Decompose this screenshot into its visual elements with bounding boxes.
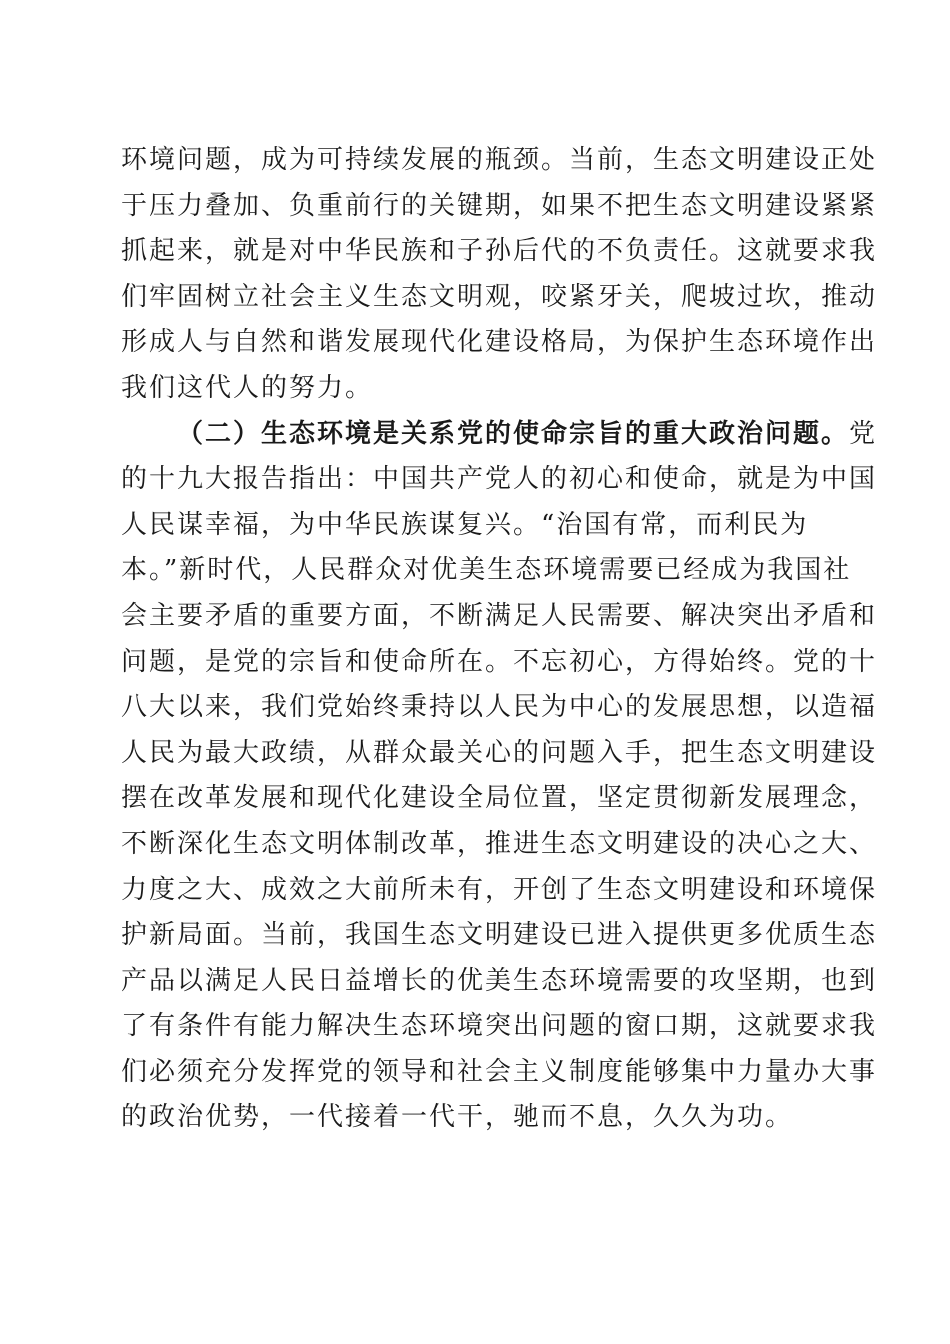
- paragraph-line: 环境问题，成为可持续发展的瓶颈。当前，生态文明建设正处: [121, 145, 878, 175]
- paragraph-line: 人民谋幸福，为中华民族谋复兴。“治国有常，而利民为: [121, 509, 809, 540]
- paragraph-line: 人民为最大政绩，从群众最关心的问题入手，把生态文明建设: [121, 737, 878, 768]
- heading-continuation: 党: [849, 418, 878, 449]
- paragraph-line: 了有条件有能力解决生态环境突出问题的窗口期，这就要求我: [121, 1011, 878, 1042]
- paragraph-2: [121, 412, 878, 1142]
- paragraph-line: 于压力叠加、负重前行的关键期，如果不把生态文明建设紧紧: [121, 190, 878, 221]
- paragraph-line: 不断深化生态文明体制改革，推进生态文明建设的决心之大、: [121, 828, 878, 859]
- paragraph-line: 的政治优势，一代接着一代干，驰而不息，久久为功。: [121, 1102, 794, 1133]
- paragraph-line: 八大以来，我们党始终秉持以人民为中心的发展思想，以造福: [121, 692, 878, 723]
- paragraph-1: [121, 138, 878, 412]
- document-body: [121, 138, 878, 1141]
- paragraph-line: 形成人与自然和谐发展现代化建设格局，为保护生态环境作出: [121, 327, 878, 358]
- paragraph-line: 们必须充分发挥党的领导和社会主义制度能够集中力量办大事: [121, 1056, 878, 1087]
- paragraph-line: 产品以满足人民日益增长的优美生态环境需要的攻坚期，也到: [121, 965, 878, 996]
- paragraph-line: 的十九大报告指出：中国共产党人的初心和使命，就是为中国: [121, 464, 878, 495]
- paragraph-line: 们牢固树立社会主义生态文明观，咬紧牙关，爬坡过坎，推动: [121, 281, 878, 312]
- paragraph-line: 会主要矛盾的重要方面，不断满足人民需要、解决突出矛盾和: [121, 600, 878, 631]
- paragraph-line: 本。”新时代，人民群众对优美生态环境需要已经成为我国社: [121, 555, 852, 586]
- paragraph-line: 问题，是党的宗旨和使命所在。不忘初心，方得始终。党的十: [121, 646, 878, 677]
- paragraph-line: 力度之大、成效之大前所未有，开创了生态文明建设和环境保: [121, 874, 878, 905]
- paragraph-line: 护新局面。当前，我国生态文明建设已进入提供更多优质生态: [121, 920, 878, 951]
- paragraph-line: 我们这代人的努力。: [121, 372, 374, 403]
- section-heading: （二）生态环境是关系党的使命宗旨的重大政治问题。: [177, 418, 850, 449]
- paragraph-first-line: [121, 412, 878, 458]
- paragraph-line: 摆在改革发展和现代化建设全局位置，坚定贯彻新发展理念，: [121, 783, 878, 814]
- paragraph-line: 抓起来，就是对中华民族和子孙后代的不负责任。这就要求我: [121, 236, 878, 267]
